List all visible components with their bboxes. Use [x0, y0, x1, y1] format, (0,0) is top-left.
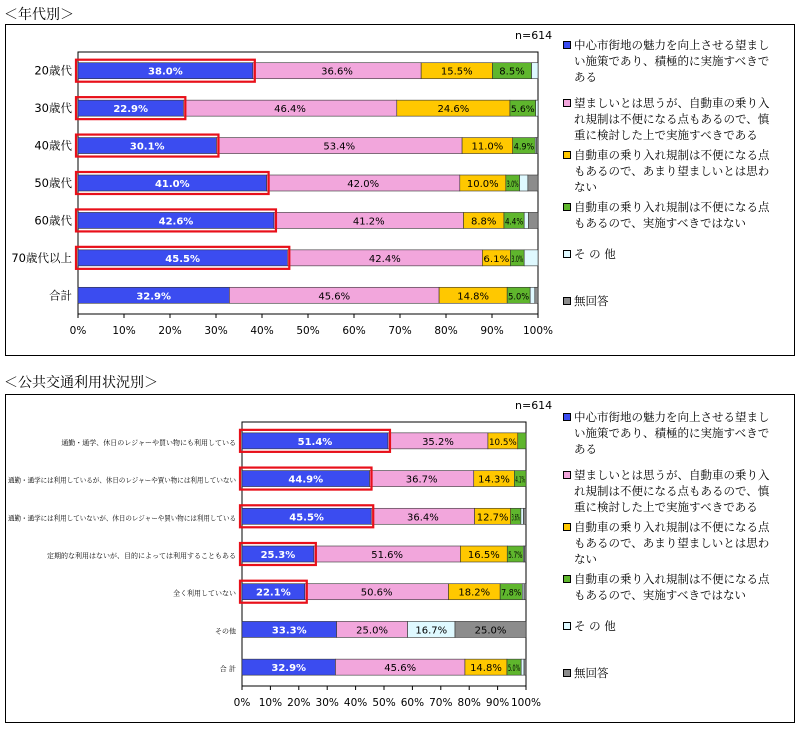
- section-title-age: ＜年代別＞: [4, 7, 74, 23]
- data-label: 45.5%: [165, 253, 201, 265]
- bar-segment: [518, 433, 526, 449]
- data-label: 41.2%: [352, 216, 385, 228]
- data-label: 42.6%: [158, 216, 194, 228]
- data-label: 35.2%: [422, 436, 454, 448]
- category-label: 50歳代: [34, 176, 72, 190]
- category-label: その他: [215, 627, 236, 636]
- legend-item: [563, 618, 777, 634]
- legend-swatch: [563, 471, 571, 479]
- x-tick-label: 0%: [233, 697, 251, 709]
- bar-segment: [524, 250, 538, 266]
- data-label: 45.6%: [318, 291, 351, 303]
- chart-panel-transit: [5, 394, 795, 723]
- category-label: 40歳代: [34, 138, 72, 153]
- legend-label: 望ましいとは思うが、自動車の乗り入れ規制は不便になる点もあるので、慎重に検討した上で実施すべきである: [574, 468, 770, 514]
- data-label: 36.7%: [405, 474, 438, 486]
- data-label: 25.0%: [356, 625, 388, 637]
- data-label: 4.1%: [515, 475, 526, 486]
- bar-segment: [524, 584, 526, 600]
- legend-label: 無回答: [574, 666, 609, 680]
- legend-label: 自動車の乗り入れ規制は不便になる点もあるので、実施すべきではない: [574, 200, 770, 230]
- data-label: 24.6%: [437, 104, 470, 116]
- x-tick-label: 80%: [457, 697, 481, 709]
- data-label: 5.7%: [508, 551, 523, 561]
- legend-swatch: [563, 250, 571, 258]
- legend-item: [563, 293, 777, 309]
- data-label: 10.5%: [488, 437, 518, 448]
- legend-label: 中心市街地の魅力を向上させる望ましい施策であり、積極的に実施すべきである: [574, 38, 770, 84]
- legend-item: [563, 37, 777, 85]
- x-tick-label: 30%: [204, 325, 228, 337]
- data-label: 4.9%: [513, 142, 535, 153]
- data-label: 16.5%: [467, 550, 500, 561]
- legend-swatch: [563, 622, 571, 630]
- data-label: 15.5%: [440, 66, 473, 78]
- x-tick-label: 90%: [480, 325, 504, 337]
- legend-label: そ の 他: [574, 619, 616, 633]
- x-tick-label: 20%: [158, 325, 182, 337]
- x-tick-label: 40%: [250, 325, 274, 337]
- legend-swatch: [563, 523, 571, 531]
- data-label: 25.3%: [260, 550, 296, 561]
- legend-age: [563, 37, 777, 337]
- data-label: 45.6%: [384, 663, 417, 675]
- data-label: 3.0%: [506, 180, 519, 190]
- category-label: 20歳代: [34, 63, 72, 78]
- data-label: 25.0%: [474, 625, 507, 637]
- legend-swatch: [563, 151, 571, 159]
- x-tick-label: 10%: [112, 325, 136, 337]
- legend-swatch: [563, 99, 571, 107]
- legend-item: [563, 246, 777, 262]
- data-label: 8.8%: [471, 216, 497, 228]
- data-label: 36.4%: [407, 512, 439, 524]
- legend-item: [563, 467, 777, 515]
- legend-label: 自動車の乗り入れ規制は不便になる点もあるので、実施すべきではない: [574, 572, 770, 602]
- x-tick-label: 100%: [522, 325, 554, 337]
- data-label: 22.9%: [113, 104, 149, 116]
- x-tick-label: 50%: [296, 325, 320, 337]
- legend-label: そ の 他: [574, 247, 616, 261]
- x-tick-label: 50%: [372, 697, 396, 709]
- bar-segment: [524, 212, 528, 228]
- data-label: 30.1%: [129, 141, 165, 153]
- data-label: 53.4%: [323, 141, 356, 153]
- legend-item: [563, 147, 777, 195]
- data-label: 7.8%: [501, 588, 522, 599]
- sample-size-label: n=614: [515, 29, 553, 42]
- data-label: 8.5%: [499, 66, 525, 78]
- x-tick-label: 0%: [69, 325, 87, 337]
- x-tick-label: 100%: [510, 697, 542, 709]
- legend-label: 自動車の乗り入れ規制は不便になる点もあるので、あまり望ましいとは思わない: [574, 520, 770, 566]
- data-label: 5.6%: [510, 105, 536, 116]
- legend-item: [563, 571, 777, 603]
- bar-segment: [537, 138, 538, 154]
- legend-swatch: [563, 41, 571, 49]
- legend-swatch: [563, 575, 571, 583]
- bar-segment: [520, 175, 528, 191]
- data-label: 32.9%: [136, 291, 172, 303]
- legend-item: [563, 519, 777, 567]
- legend-item: [563, 665, 777, 681]
- legend-swatch: [563, 413, 571, 421]
- category-label: 70歳代以上: [11, 250, 72, 265]
- bar-segment: [528, 212, 538, 228]
- data-label: 12.7%: [476, 512, 509, 524]
- x-tick-label: 70%: [429, 697, 453, 709]
- legend-swatch: [563, 669, 571, 677]
- data-label: 45.5%: [289, 512, 324, 524]
- data-label: 4.4%: [504, 217, 524, 228]
- data-label: 36.6%: [321, 66, 353, 78]
- data-label: 3.6%: [511, 513, 521, 524]
- data-label: 14.3%: [478, 474, 510, 486]
- category-label: 定期的な利用はないが、目的によっては利用することもある: [47, 552, 236, 560]
- sample-size-label: n=614: [515, 399, 553, 412]
- data-label: 3.0%: [511, 254, 524, 265]
- bar-segment: [528, 175, 538, 191]
- bar-segment: [521, 659, 524, 675]
- data-label: 14.8%: [470, 663, 502, 675]
- bar-segment: [524, 659, 526, 675]
- data-label: 5.0%: [507, 664, 521, 675]
- category-label: 通勤・通学には利用していないが、休日のレジャーや買い物には利用している: [8, 514, 253, 523]
- data-label: 33.3%: [271, 625, 307, 637]
- data-label: 18.2%: [458, 587, 491, 599]
- data-label: 44.9%: [288, 474, 324, 486]
- data-label: 10.0%: [466, 179, 499, 190]
- legend-item: [563, 95, 777, 143]
- legend-label: 中心市街地の魅力を向上させる望ましい施策であり、積極的に実施すべきである: [574, 410, 770, 456]
- legend-label: 無回答: [574, 294, 609, 308]
- data-label: 22.1%: [256, 587, 291, 599]
- category-label: 30歳代: [34, 101, 72, 116]
- legend-item: [563, 199, 777, 231]
- bar-segment: [523, 508, 526, 524]
- data-label: 41.0%: [154, 179, 190, 190]
- data-label: 42.0%: [347, 179, 380, 190]
- legend-swatch: [563, 203, 571, 211]
- category-label: 合計: [49, 288, 72, 303]
- bar-segment: [535, 287, 538, 303]
- chart-panel-age: [5, 24, 795, 356]
- bar-segment: [525, 546, 526, 562]
- category-label: 通勤・通学、休日のレジャーや買い物にも利用している: [61, 438, 236, 447]
- bar-segment: [521, 508, 524, 524]
- x-tick-label: 70%: [388, 325, 412, 337]
- data-label: 14.8%: [457, 291, 490, 303]
- bar-segment: [530, 287, 535, 303]
- legend-item: [563, 409, 777, 457]
- bar-segment: [536, 100, 538, 116]
- x-tick-label: 60%: [342, 325, 366, 337]
- x-tick-label: 80%: [434, 325, 458, 337]
- legend-label: 自動車の乗り入れ規制は不便になる点もあるので、あまり望ましいとは思わない: [574, 148, 770, 194]
- category-label: 全く利用していない: [173, 589, 236, 598]
- data-label: 5.0%: [508, 292, 530, 303]
- data-label: 50.6%: [360, 587, 393, 599]
- data-label: 42.4%: [368, 253, 401, 265]
- data-label: 32.9%: [271, 663, 307, 675]
- data-label: 11.0%: [471, 141, 504, 153]
- bar-segment: [532, 63, 538, 79]
- x-tick-label: 10%: [258, 697, 283, 709]
- x-tick-label: 20%: [287, 697, 311, 709]
- legend-swatch: [563, 297, 571, 305]
- category-label: 合 計: [219, 665, 236, 674]
- legend-transit: [563, 409, 777, 709]
- x-tick-label: 30%: [315, 697, 339, 709]
- x-tick-label: 40%: [343, 697, 368, 709]
- data-label: 46.4%: [274, 104, 306, 116]
- section-title-transit: ＜公共交通利用状況別＞: [4, 375, 158, 391]
- legend-label: 望ましいとは思うが、自動車の乗り入れ規制は不便になる点もあるので、慎重に検討した上で実施すべきである: [574, 96, 770, 142]
- data-label: 38.0%: [148, 66, 183, 78]
- data-label: 51.4%: [297, 436, 333, 448]
- x-tick-label: 60%: [400, 697, 425, 709]
- data-label: 51.6%: [371, 550, 404, 561]
- category-label: 60歳代: [34, 213, 72, 228]
- data-label: 16.7%: [415, 625, 448, 637]
- x-tick-label: 90%: [485, 697, 510, 709]
- category-label: 通勤・通学には利用しているが、休日のレジャーや買い物には利用していない: [8, 476, 253, 485]
- data-label: 6.1%: [483, 254, 510, 265]
